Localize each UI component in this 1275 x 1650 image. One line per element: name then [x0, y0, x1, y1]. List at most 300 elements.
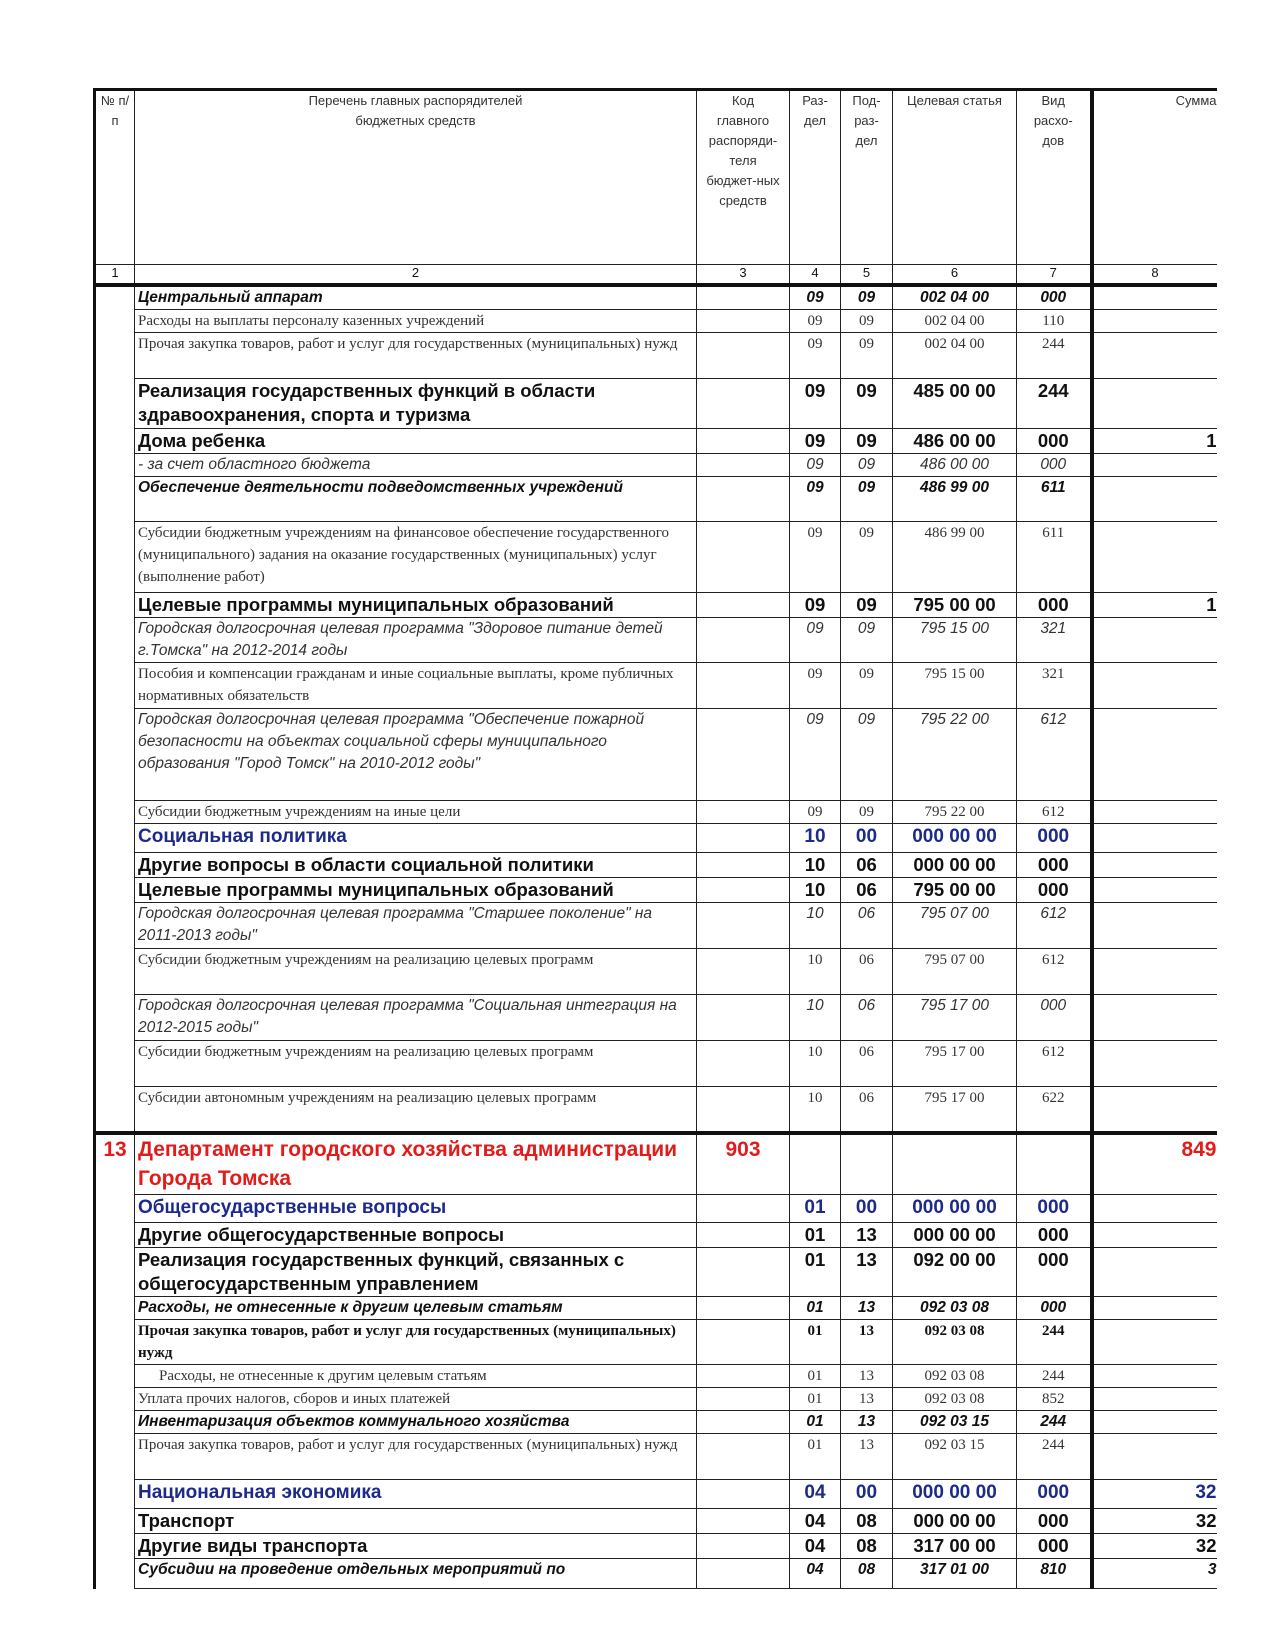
row-vid: 612 — [1017, 709, 1092, 801]
row-number — [95, 1534, 135, 1559]
row-podrazdel: 06 — [841, 853, 893, 878]
row-vid: 244 — [1017, 333, 1092, 379]
row-code — [697, 824, 790, 853]
row-vid: 000 — [1017, 1534, 1092, 1559]
row-sum — [1092, 709, 1217, 801]
row-name: Субсидии бюджетным учреждениям на реализацию целевых программ — [135, 1041, 697, 1087]
row-statya: 795 22 00 — [893, 801, 1017, 824]
row-sum — [1092, 663, 1217, 709]
table-row — [95, 824, 1217, 853]
row-podrazdel: 09 — [841, 801, 893, 824]
table-row — [95, 1195, 1217, 1223]
row-podrazdel: 08 — [841, 1534, 893, 1559]
row-podrazdel: 13 — [841, 1248, 893, 1297]
row-podrazdel: 00 — [841, 1480, 893, 1509]
table-row — [95, 1534, 1217, 1559]
row-sum — [1092, 454, 1217, 477]
table-row — [95, 285, 1217, 310]
row-number — [95, 1480, 135, 1509]
row-code — [697, 333, 790, 379]
row-podrazdel: 06 — [841, 878, 893, 903]
row-razdel: 04 — [790, 1509, 841, 1534]
table-row — [95, 1365, 1217, 1388]
column-index-row — [95, 265, 1217, 286]
row-code — [697, 1087, 790, 1133]
row-number — [95, 949, 135, 995]
row-number — [95, 1297, 135, 1320]
row-number — [95, 477, 135, 522]
row-vid: 000 — [1017, 1248, 1092, 1297]
row-statya: 795 00 00 — [893, 593, 1017, 618]
table-row — [95, 1480, 1217, 1509]
row-razdel: 09 — [790, 477, 841, 522]
row-sum: 32 — [1092, 1480, 1217, 1509]
row-podrazdel: 09 — [841, 285, 893, 310]
row-sum: 1 — [1092, 429, 1217, 454]
row-code — [697, 454, 790, 477]
row-name: Другие виды транспорта — [135, 1534, 697, 1559]
row-sum — [1092, 949, 1217, 995]
row-vid: 611 — [1017, 522, 1092, 593]
row-name: Реализация государственных функций, связанных с общегосударственным управлением — [135, 1248, 697, 1297]
row-razdel: 04 — [790, 1559, 841, 1589]
row-code — [697, 1434, 790, 1480]
row-number — [95, 663, 135, 709]
table-row — [95, 801, 1217, 824]
row-podrazdel: 09 — [841, 454, 893, 477]
column-index-1: 1 — [95, 265, 135, 286]
row-code — [697, 878, 790, 903]
row-statya: 795 15 00 — [893, 663, 1017, 709]
row-podrazdel: 09 — [841, 593, 893, 618]
row-podrazdel: 06 — [841, 949, 893, 995]
row-code — [697, 522, 790, 593]
row-razdel: 10 — [790, 995, 841, 1041]
row-number — [95, 1411, 135, 1434]
table-row — [95, 310, 1217, 333]
row-code — [697, 709, 790, 801]
row-vid: 244 — [1017, 1434, 1092, 1480]
table-row — [95, 1411, 1217, 1434]
row-vid: 000 — [1017, 454, 1092, 477]
row-statya: 486 00 00 — [893, 429, 1017, 454]
row-sum — [1092, 310, 1217, 333]
header-sum: Сумма — [1092, 90, 1217, 265]
row-number — [95, 1388, 135, 1411]
table-row — [95, 1509, 1217, 1534]
row-number — [95, 709, 135, 801]
row-podrazdel: 09 — [841, 429, 893, 454]
row-statya: 795 22 00 — [893, 709, 1017, 801]
row-sum: 32 — [1092, 1509, 1217, 1534]
row-vid: 000 — [1017, 1195, 1092, 1223]
table-row — [95, 1133, 1217, 1195]
row-sum — [1092, 333, 1217, 379]
row-code — [697, 663, 790, 709]
row-code — [697, 1041, 790, 1087]
table-row — [95, 379, 1217, 429]
table-header-row — [95, 90, 1217, 265]
row-statya: 092 03 08 — [893, 1320, 1017, 1365]
row-code — [697, 1320, 790, 1365]
table-row — [95, 593, 1217, 618]
row-name: Общегосударственные вопросы — [135, 1195, 697, 1223]
row-podrazdel: 13 — [841, 1365, 893, 1388]
table-row — [95, 949, 1217, 995]
row-statya: 317 01 00 — [893, 1559, 1017, 1589]
table-row — [95, 522, 1217, 593]
row-code — [697, 429, 790, 454]
row-name: Целевые программы муниципальных образований — [135, 878, 697, 903]
row-name: Субсидии на проведение отдельных мероприятий по — [135, 1559, 697, 1589]
row-name: Другие общегосударственные вопросы — [135, 1223, 697, 1248]
table-row — [95, 1041, 1217, 1087]
row-vid: 000 — [1017, 285, 1092, 310]
row-podrazdel: 13 — [841, 1297, 893, 1320]
row-podrazdel: 09 — [841, 618, 893, 663]
row-statya: 092 03 08 — [893, 1365, 1017, 1388]
row-code — [697, 1480, 790, 1509]
row-podrazdel — [841, 1133, 893, 1195]
row-vid: 244 — [1017, 1411, 1092, 1434]
row-razdel: 04 — [790, 1480, 841, 1509]
row-razdel: 01 — [790, 1388, 841, 1411]
row-statya: 795 17 00 — [893, 1041, 1017, 1087]
row-podrazdel: 06 — [841, 1041, 893, 1087]
row-statya: 092 00 00 — [893, 1248, 1017, 1297]
row-name: Пособия и компенсации гражданам и иные социальные выплаты, кроме публичных нормативных обязательств — [135, 663, 697, 709]
row-vid: 244 — [1017, 1365, 1092, 1388]
row-sum — [1092, 1248, 1217, 1297]
row-name: Инвентаризация объектов коммунального хозяйства — [135, 1411, 697, 1434]
row-name: Целевые программы муниципальных образований — [135, 593, 697, 618]
row-statya: 486 00 00 — [893, 454, 1017, 477]
row-code — [697, 1297, 790, 1320]
row-code — [697, 1388, 790, 1411]
row-number — [95, 285, 135, 310]
row-vid: 810 — [1017, 1559, 1092, 1589]
row-number — [95, 801, 135, 824]
table-row — [95, 853, 1217, 878]
row-podrazdel: 13 — [841, 1434, 893, 1480]
row-razdel: 01 — [790, 1411, 841, 1434]
row-razdel: 09 — [790, 709, 841, 801]
row-sum — [1092, 1365, 1217, 1388]
row-statya: 092 03 08 — [893, 1388, 1017, 1411]
row-number — [95, 1041, 135, 1087]
row-podrazdel: 09 — [841, 379, 893, 429]
row-number — [95, 1434, 135, 1480]
row-vid — [1017, 1133, 1092, 1195]
row-name: Расходы, не отнесенные к другим целевым статьям — [135, 1297, 697, 1320]
row-sum: 32 — [1092, 1534, 1217, 1559]
row-number — [95, 1320, 135, 1365]
row-podrazdel: 00 — [841, 1195, 893, 1223]
header-code: Код главного распоряди-теля бюджет-ных средств — [697, 90, 790, 265]
row-razdel: 01 — [790, 1297, 841, 1320]
row-vid: 000 — [1017, 995, 1092, 1041]
row-razdel: 10 — [790, 1041, 841, 1087]
row-vid: 321 — [1017, 618, 1092, 663]
table-row — [95, 1388, 1217, 1411]
row-number — [95, 1559, 135, 1589]
row-razdel: 10 — [790, 1087, 841, 1133]
row-razdel — [790, 1133, 841, 1195]
table-row — [95, 1223, 1217, 1248]
row-name: Прочая закупка товаров, работ и услуг для государственных (муниципальных) нужд — [135, 333, 697, 379]
row-code — [697, 801, 790, 824]
row-vid: 612 — [1017, 903, 1092, 949]
row-razdel: 09 — [790, 801, 841, 824]
row-podrazdel: 09 — [841, 477, 893, 522]
row-sum — [1092, 285, 1217, 310]
row-statya: 317 00 00 — [893, 1534, 1017, 1559]
row-name: Городская долгосрочная целевая программа "Старшее поколение" на 2011-2013 годы" — [135, 903, 697, 949]
row-name: Городская долгосрочная целевая программа "Здоровое питание детей г.Томска" на 2012-2014 годы — [135, 618, 697, 663]
row-statya: 092 03 15 — [893, 1434, 1017, 1480]
row-podrazdel: 13 — [841, 1388, 893, 1411]
table-row — [95, 1320, 1217, 1365]
row-statya: 795 07 00 — [893, 949, 1017, 995]
header-vid: Вид расхо-дов — [1017, 90, 1092, 265]
column-index-7: 7 — [1017, 265, 1092, 286]
row-podrazdel: 09 — [841, 310, 893, 333]
row-code — [697, 379, 790, 429]
table-row — [95, 1559, 1217, 1589]
row-sum — [1092, 1041, 1217, 1087]
row-code — [697, 903, 790, 949]
row-name: Уплата прочих налогов, сборов и иных платежей — [135, 1388, 697, 1411]
row-podrazdel: 06 — [841, 903, 893, 949]
row-vid: 000 — [1017, 1509, 1092, 1534]
row-code — [697, 1365, 790, 1388]
row-sum — [1092, 1223, 1217, 1248]
row-name: Субсидии бюджетным учреждениям на иные цели — [135, 801, 697, 824]
row-podrazdel: 09 — [841, 709, 893, 801]
row-vid: 852 — [1017, 1388, 1092, 1411]
row-name: Расходы на выплаты персоналу казенных учреждений — [135, 310, 697, 333]
row-statya: 000 00 00 — [893, 1223, 1017, 1248]
header-name: Перечень главных распорядителей бюджетных средств — [135, 90, 697, 265]
row-sum — [1092, 379, 1217, 429]
row-sum: 3 — [1092, 1559, 1217, 1589]
row-name: Субсидии бюджетным учреждениям на реализацию целевых программ — [135, 949, 697, 995]
row-vid: 000 — [1017, 878, 1092, 903]
table-row — [95, 618, 1217, 663]
table-row — [95, 477, 1217, 522]
row-code — [697, 310, 790, 333]
row-code: 903 — [697, 1133, 790, 1195]
table-row — [95, 1087, 1217, 1133]
row-sum — [1092, 824, 1217, 853]
row-statya: 795 07 00 — [893, 903, 1017, 949]
row-sum — [1092, 878, 1217, 903]
row-razdel: 09 — [790, 618, 841, 663]
row-razdel: 04 — [790, 1534, 841, 1559]
row-statya: 795 17 00 — [893, 995, 1017, 1041]
row-podrazdel: 13 — [841, 1411, 893, 1434]
row-number — [95, 903, 135, 949]
row-name: Центральный аппарат — [135, 285, 697, 310]
row-name: Социальная политика — [135, 824, 697, 853]
row-code — [697, 949, 790, 995]
row-number — [95, 1195, 135, 1223]
row-razdel: 10 — [790, 878, 841, 903]
row-podrazdel: 08 — [841, 1559, 893, 1589]
row-name: Городская долгосрочная целевая программа "Социальная интеграция на 2012-2015 годы" — [135, 995, 697, 1041]
row-number — [95, 824, 135, 853]
row-number — [95, 995, 135, 1041]
row-sum — [1092, 477, 1217, 522]
header-razdel: Раз-дел — [790, 90, 841, 265]
row-razdel: 09 — [790, 593, 841, 618]
table-row — [95, 1434, 1217, 1480]
row-vid: 000 — [1017, 1223, 1092, 1248]
row-sum — [1092, 801, 1217, 824]
row-razdel: 01 — [790, 1248, 841, 1297]
table-row — [95, 995, 1217, 1041]
row-number — [95, 1248, 135, 1297]
row-razdel: 09 — [790, 333, 841, 379]
row-number — [95, 853, 135, 878]
column-index-5: 5 — [841, 265, 893, 286]
row-number — [95, 522, 135, 593]
row-number — [95, 878, 135, 903]
row-number — [95, 593, 135, 618]
table-row — [95, 878, 1217, 903]
table-row — [95, 333, 1217, 379]
row-sum — [1092, 1388, 1217, 1411]
row-vid: 110 — [1017, 310, 1092, 333]
row-statya: 795 15 00 — [893, 618, 1017, 663]
column-index-6: 6 — [893, 265, 1017, 286]
row-podrazdel: 13 — [841, 1223, 893, 1248]
row-razdel: 01 — [790, 1434, 841, 1480]
row-vid: 000 — [1017, 593, 1092, 618]
table-row — [95, 454, 1217, 477]
header-number: № п/п — [95, 90, 135, 265]
table-row — [95, 709, 1217, 801]
row-code — [697, 285, 790, 310]
row-sum — [1092, 1195, 1217, 1223]
row-number — [95, 1223, 135, 1248]
row-code — [697, 853, 790, 878]
row-name: Департамент городского хозяйства администрации Города Томска — [135, 1133, 697, 1195]
row-razdel: 09 — [790, 310, 841, 333]
column-index-3: 3 — [697, 265, 790, 286]
row-code — [697, 1509, 790, 1534]
table-row — [95, 663, 1217, 709]
row-podrazdel: 00 — [841, 824, 893, 853]
row-number — [95, 1365, 135, 1388]
row-vid: 000 — [1017, 1480, 1092, 1509]
row-number — [95, 1087, 135, 1133]
row-code — [697, 593, 790, 618]
row-number — [95, 618, 135, 663]
row-vid: 244 — [1017, 379, 1092, 429]
row-code — [697, 1559, 790, 1589]
row-razdel: 09 — [790, 285, 841, 310]
row-statya: 795 17 00 — [893, 1087, 1017, 1133]
table-row — [95, 1248, 1217, 1297]
row-vid: 321 — [1017, 663, 1092, 709]
row-name: Национальная экономика — [135, 1480, 697, 1509]
row-code — [697, 1223, 790, 1248]
row-razdel: 09 — [790, 663, 841, 709]
table-row — [95, 1297, 1217, 1320]
row-code — [697, 995, 790, 1041]
row-sum — [1092, 618, 1217, 663]
column-index-4: 4 — [790, 265, 841, 286]
row-podrazdel: 09 — [841, 333, 893, 379]
row-razdel: 10 — [790, 853, 841, 878]
row-vid: 000 — [1017, 853, 1092, 878]
row-name: Городская долгосрочная целевая программа "Обеспечение пожарной безопасности на объектах социальной сферы муниципального образования "Город Томск" на 2010-2012 годы" — [135, 709, 697, 801]
row-number — [95, 454, 135, 477]
row-razdel: 01 — [790, 1365, 841, 1388]
row-statya: 002 04 00 — [893, 333, 1017, 379]
row-code — [697, 618, 790, 663]
row-code — [697, 1195, 790, 1223]
row-statya: 486 99 00 — [893, 477, 1017, 522]
row-sum — [1092, 995, 1217, 1041]
row-razdel: 01 — [790, 1223, 841, 1248]
row-name: - за счет областного бюджета — [135, 454, 697, 477]
row-statya: 092 03 15 — [893, 1411, 1017, 1434]
row-vid: 622 — [1017, 1087, 1092, 1133]
row-sum — [1092, 903, 1217, 949]
row-vid: 612 — [1017, 801, 1092, 824]
row-sum — [1092, 1320, 1217, 1365]
row-podrazdel: 09 — [841, 522, 893, 593]
row-sum — [1092, 1411, 1217, 1434]
column-index-2: 2 — [135, 265, 697, 286]
table-row — [95, 903, 1217, 949]
column-index-8: 8 — [1092, 265, 1217, 286]
row-sum: 1 — [1092, 593, 1217, 618]
row-code — [697, 477, 790, 522]
table-row — [95, 429, 1217, 454]
row-code — [697, 1411, 790, 1434]
row-podrazdel: 09 — [841, 663, 893, 709]
header-statya: Целевая статья — [893, 90, 1017, 265]
row-sum: 849 — [1092, 1133, 1217, 1195]
row-razdel: 09 — [790, 379, 841, 429]
row-sum — [1092, 522, 1217, 593]
row-razdel: 01 — [790, 1320, 841, 1365]
row-name: Обеспечение деятельности подведомственных учреждений — [135, 477, 697, 522]
row-sum — [1092, 1434, 1217, 1480]
row-name: Другие вопросы в области социальной политики — [135, 853, 697, 878]
row-razdel: 09 — [790, 429, 841, 454]
row-number — [95, 429, 135, 454]
row-name: Субсидии автономным учреждениям на реализацию целевых программ — [135, 1087, 697, 1133]
row-name: Субсидии бюджетным учреждениям на финансовое обеспечение государственного (муниципального) задания на оказание государственных (муниципальных) услуг (выполнение работ) — [135, 522, 697, 593]
row-statya: 000 00 00 — [893, 1195, 1017, 1223]
row-name: Прочая закупка товаров, работ и услуг для государственных (муниципальных) нужд — [135, 1320, 697, 1365]
row-number — [95, 310, 135, 333]
row-number — [95, 379, 135, 429]
row-sum — [1092, 1297, 1217, 1320]
row-razdel: 10 — [790, 949, 841, 995]
row-podrazdel: 06 — [841, 1087, 893, 1133]
row-statya: 000 00 00 — [893, 824, 1017, 853]
row-razdel: 10 — [790, 903, 841, 949]
row-vid: 000 — [1017, 824, 1092, 853]
row-sum — [1092, 1087, 1217, 1133]
row-razdel: 10 — [790, 824, 841, 853]
row-podrazdel: 13 — [841, 1320, 893, 1365]
